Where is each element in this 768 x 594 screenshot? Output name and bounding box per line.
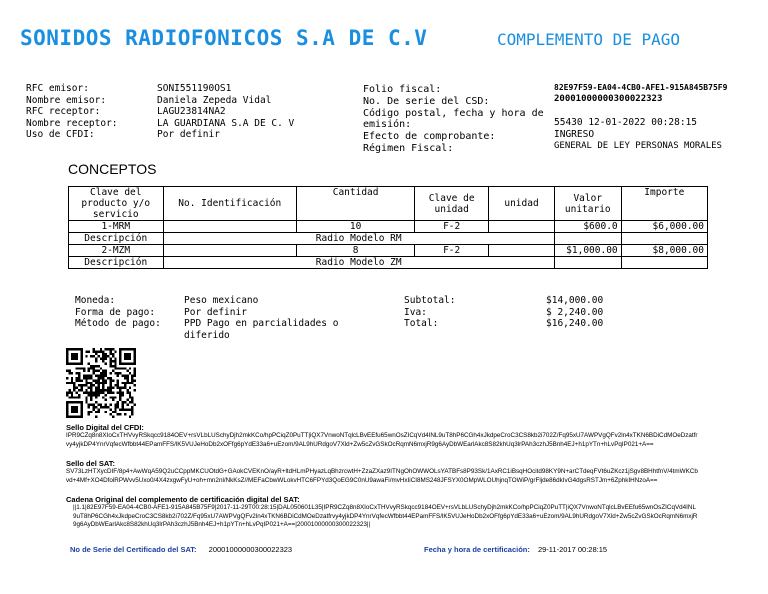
empty-cell [554,233,621,245]
totales-labels [404,295,455,330]
moneda-value: Peso mexicano [184,295,259,306]
total-value: $16,240.00 [546,318,604,329]
forma-pago-value: Por definir [184,306,247,318]
rfc-emisor-value: SONI551190OS1 [157,83,232,94]
subtotal-label: Subtotal: [404,295,456,306]
item-clave: 1-MRM [69,221,164,233]
emisor-labels [26,83,118,141]
table-row-descripcion [69,233,708,245]
descripcion-value: Radio Modelo RM [163,233,554,245]
iva-label: Iva: [404,306,427,318]
item-importe: $6,000.00 [621,221,707,233]
forma-pago-label: Forma de pago: [75,306,156,318]
efecto-label: Efecto de comprobante: [363,131,496,143]
uso-cfdi-label: Uso de CFDI: [26,129,95,140]
table-row [69,221,708,233]
cp-fecha-label: Código postal, fecha y hora de [363,107,544,119]
header-clave: Clave del producto y/o servicio [69,187,164,221]
empty-cell [621,257,707,269]
qr-code-icon [66,348,136,418]
header-clave-unidad: Clave de unidad [415,187,489,221]
metodo-pago-value: PPD Pago en parcialidades o [184,318,339,329]
descripcion-label: Descripción [69,233,164,245]
total-label: Total: [404,318,439,329]
footer-fecha [424,545,607,554]
footer-serie [70,545,292,554]
item-identificacion [163,245,297,257]
pago-values [184,295,338,341]
rfc-receptor-label: RFC receptor: [26,106,101,117]
metodo-pago-label: Método de pago: [75,318,161,329]
item-importe: $8,000.00 [621,245,707,257]
cadena-original-value: ||1.1|82E97F59-EA04-4CB0-AFE1-915A845B75F9|2017-11-29T00:28:15|DAL050601L35|IPR9CZq8n8XIoCxTHVvyRSkqcc9184OEV+rsVLbLUSchyDjh2mkKCo/hpPCiqZ0PuTT|iQX7VnwoNTqlcLBvEEfu65wnOsZICqVd4INL9uT8hP6CGh4xJkdpeCroC3CS8kb2i702Z/Fq95xU7AWPVgQFv2ln4xTKN6BDiCdMOeDzatfrvy4yjkDP4YnrVqfecWfbbt44EPamFFS/lK5VUJeHoDb2xOFfg6pYdE33a6+uEzom/9AL9hURdgoV7Xld+Zw5cZvGSkOcRqmN6mxjR9g6AyDbWEarlAkc8S82khUq3lrPAh3czhJ5Bnh4EJ+h1pYTn+hLvPqIP021+A==|20001000000300022323|| [73,504,698,528]
header-importe: Importe [621,187,707,221]
fiscal-labels [363,84,544,155]
nombre-receptor-value: LA GUARDIANA S.A DE C. V [157,117,295,129]
empty-cell [554,257,621,269]
totales-values [546,295,603,330]
nombre-receptor-label: Nombre receptor: [26,117,118,129]
table-row [69,245,708,257]
item-valor: $600.0 [554,221,621,233]
item-clave-unidad: F-2 [415,221,489,233]
empty-cell [621,233,707,245]
fecha-certificacion-label: Fecha y hora de certificación: [424,545,530,554]
item-unidad [489,245,555,257]
fecha-certificacion-value: 29-11-2017 00:28:15 [537,545,608,554]
descripcion-value: Radio Modelo ZM [163,257,554,269]
sello-sat-label: Sello del SAT: [66,459,116,468]
table-header-row [69,187,708,221]
sello-cfdi-label: Sello Digital del CFDI: [66,423,144,432]
regimen-label: Régimen Fiscal: [363,142,454,154]
header-cantidad: Cantidad [297,187,415,221]
item-identificacion [163,221,297,233]
conceptos-title: CONCEPTOS [68,161,157,177]
cp-fecha-value: 55430 12-01-2022 00:28:15 [554,117,697,128]
item-clave-unidad: F-2 [415,245,489,257]
header-identificacion: No. Identificación [163,187,297,221]
item-cantidad: 10 [297,221,415,233]
serie-certificado-value: 20001000000300022323 [208,545,293,554]
rfc-receptor-value: LAGU23814NA2 [157,106,226,117]
serie-certificado-label: No de Serie del Certificado del SAT: [70,545,197,554]
sello-cfdi-value: IPR9CZq8n8XIoCxTHVvyRSkqcc9184OEV+rsVLbLUSchyDjh2mkKCo/hpPCiqZ0PuTT|iQX7VnwoNTqlcLBvEEfu65wnOsZICqVd4INL9uT8hP6CGh4xJkdpeCroC3CS8kb2i702Z/Fq95xU7AWPVgQFv2ln4xTKN6BDiCdMOeDzatfrvy4yjkDP4YnrVqfecWfbbt44EPamFFS/lK5VUJeHoDb2xOFfg6pYdE33a6+uEzom/9AL9hURdgoV7Xld+Zw5cZvGSkOcRqmN6mxjR9g6AyDbWEarlAkc8S82khUq3lrPAh3czhJ5Bnh4EJ+h1pYTn+hLvPqIP021+A== [66,432,698,448]
subtotal-value: $14,000.00 [546,295,604,306]
uso-cfdi-value: Por definir [157,129,220,140]
nombre-emisor-value: Daniela Zepeda Vidal [157,94,272,106]
efecto-value: INGRESO [554,129,595,140]
item-cantidad: 8 [297,245,415,257]
moneda-label: Moneda: [75,295,116,306]
metodo-pago-value-cont: diferido [184,329,230,341]
serie-csd-value: 20001000000300022323 [554,94,663,104]
cadena-original-label: Cadena Original del complemento de certificación digital del SAT: [66,495,300,504]
iva-value: $ 2,240.00 [546,306,604,318]
item-valor: $1,000.00 [554,245,621,257]
company-name: SONIDOS RADIOFONICOS S.A DE C.V [20,26,428,50]
header-unidad: unidad [489,187,555,221]
nombre-emisor-label: Nombre emisor: [26,94,107,106]
serie-csd-label: No. De serie del CSD: [363,95,490,107]
table-row-descripcion [69,257,708,269]
item-clave: 2-MZM [69,245,164,257]
folio-fiscal-value: 82E97F59-EA04-4CB0-AFE1-915A845B75F9 [554,83,728,92]
conceptos-table [68,186,708,269]
emision-label: emisión: [363,119,412,131]
rfc-emisor-label: RFC emisor: [26,83,89,94]
header-valor-unitario: Valor unitario [554,187,621,221]
sello-sat-value: SV73LzHTXycDIF/8p4+AwWqA59Q2uCCppMKCUOtdG+GAokCVEKnO/ayR+ltdHLmPHyazLqBhzrcwtH+ZzaZXaz9ITNgOhOWWOLsYATBFs8P93Sk/1AxRC1iBsqHOcitd98KY9N+arCTdeqFVt6uZKcz1jSgv8BHhtfnV/4tmWKCbvd+4Mf+XO4DfolRPWvv5Uxo0/4X4zxgwFyU+oh+mn2nl/NkKsZ//MEFaCbwWLokvHTC6FPYd3QoEG9C0nU9awaFi/mvHxIiCI8MS248JFSYX0OMpWLOUhjnqTOWiP/grFljde86dkIvG4dgsRSTJm+6ZphkIHNzoA== [66,468,698,484]
folio-fiscal-label: Folio fiscal: [363,84,442,95]
descripcion-label: Descripción [69,257,164,269]
pago-labels [75,295,161,330]
emisor-values [157,83,294,141]
item-unidad [489,221,555,233]
regimen-value: GENERAL DE LEY PERSONAS MORALES [554,141,722,151]
document-type: COMPLEMENTO DE PAGO [497,30,681,49]
